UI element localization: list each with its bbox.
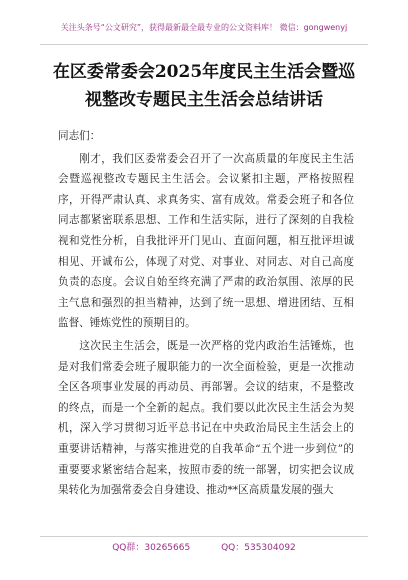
title-line-1: 在区委常委会2025年度民主生活会暨巡 — [52, 62, 356, 82]
footer-divider — [40, 536, 368, 537]
document-title — [36, 58, 372, 114]
qq-label: QQ：535304092 — [221, 543, 296, 553]
paragraph-1: 刚才，我们区委常委会召开了一次高质量的年度民主生活会暨巡视整改专题民主生活会。会议紧扣主题，严格按照程序，开得严肃认真、求真务实、富有成效。常委会班子和各位同志都紧密联系思想、工作和生活实际，进行了深刻的自我检视和党性分析，自我批评开门见山、直面问题，相互批评坦诚相见、开诚布公，体现了对党、对事业、对同志、对自己高度负责的态度。会议自始至终充满了严肃的政治氛围、浓厚的民主气息和强烈的担当精神，达到了统一思想、增进团结、互相监督、锤炼党性的预期目的。 — [58, 152, 354, 330]
header-banner: 关注头条号“公文研究”，获得最新最全最专业的公文资料库！ 微信：gongwenyj — [60, 23, 348, 32]
document-body — [58, 126, 354, 501]
qq-group-label: QQ群：30265665 — [112, 543, 191, 553]
title-line-2: 视整改专题民主生活会总结讲话 — [85, 90, 323, 110]
paragraph-2: 这次民主生活会，既是一次严格的党内政治生活锤炼，也是对我们常委会班子履职能力的一次全面检验，更是一次推动全区各项事业发展的再动员、再部署。会议的结束，不是整改的终点，而是一个全新的起点。我们要以此次民主生活会为契机，深入学习贯彻习近平总书记在中央政治局民主生活会上的重要讲话精神，与落实推进党的自我革命“五个进一步到位”的重要要求紧密结合起来，按照市委的统一部署，切实把会议成果转化为加强常委会自身建设、推动**区高质量发展的强大 — [58, 339, 354, 497]
salutation: 同志们： — [58, 130, 101, 142]
header-divider — [40, 44, 368, 45]
footer-contact — [0, 538, 408, 558]
